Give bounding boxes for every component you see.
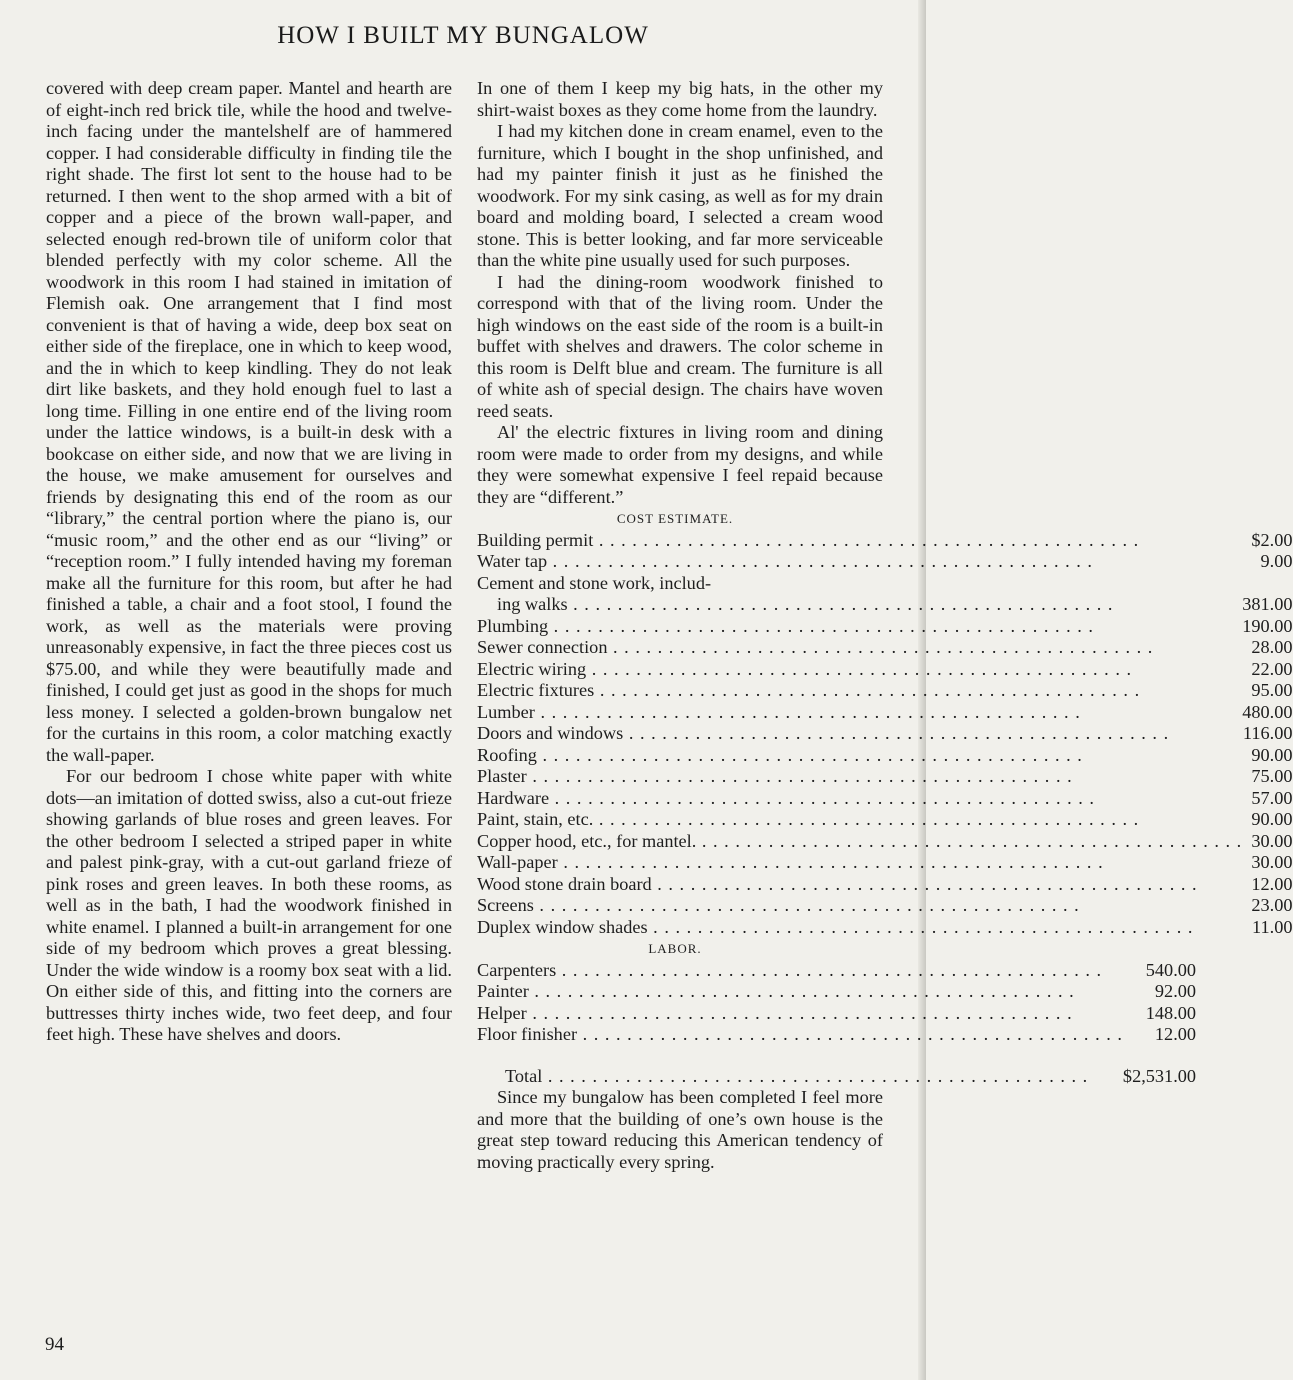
table-row — [477, 551, 1293, 573]
table-row — [477, 960, 1196, 982]
table-row — [477, 637, 1293, 659]
item-amount: 11.00 — [1252, 916, 1293, 937]
item-label: Floor finisher — [477, 1024, 578, 1044]
table-row — [477, 1024, 1196, 1046]
table-row — [477, 788, 1293, 810]
table-row — [477, 981, 1196, 1003]
total-row — [477, 1066, 1196, 1088]
body-paragraph: For our bedroom I chose white paper with white dots—an imitation of dotted swiss, also a cut-out frieze showing garlands of blue roses and green leaves. For the other bedroom I selected a striped paper in white and palest pink-gray, with a cut-out garland frieze of pink roses and green leaves. In both these rooms, as well as in the bath, I had the woodwork finished in white enamel. I planned a built-in arrangement for one side of my bedroom which proves a great blessing. Under the wide window is a roomy box seat with a lid. On either side of this, and fitting into the corners are buttresses thirty inches wide, two feet deep, and four feet high. These have shelves and doors. — [46, 766, 452, 1044]
body-paragraph: I had the dining-room woodwork finished to correspond with that of the living room. Under the high windows on the east side of the room is a built-in buffet with shelves and drawers. The color scheme in this room is Delft blue and cream. The furniture is all of white ash of special design. The chairs have woven reed seats. — [477, 271, 883, 421]
item-label: Doors and windows — [477, 723, 624, 743]
body-paragraph: Al' the electric fixtures in living room and dining room were made to order from my designs, and while they were somewhat expensive I feel repaid because they are “different.” — [477, 422, 883, 507]
item-label: Copper hood, etc., for mantel. — [477, 830, 697, 851]
body-paragraph: In one of them I keep my big hats, in the other my shirt-waist boxes as they come home from the laundry. — [477, 78, 883, 120]
item-amount: 95.00 — [1251, 680, 1293, 700]
table-row — [477, 852, 1293, 874]
item-amount: 30.00 — [1251, 852, 1293, 872]
item-amount: 12.00 — [1251, 873, 1293, 894]
item-amount: 57.00 — [1251, 787, 1293, 808]
item-label: Electric wiring — [477, 658, 587, 679]
item-label: Wood stone drain board — [477, 873, 652, 894]
item-amount: 540.00 — [1145, 959, 1197, 980]
total-amount: $2,531.00 — [1122, 1065, 1197, 1086]
item-amount: 75.00 — [1251, 766, 1293, 786]
table-row — [477, 616, 1293, 638]
item-amount: $2.00 — [1251, 529, 1293, 550]
item-label: Duplex window shades — [477, 916, 648, 937]
item-label: Lumber — [477, 701, 535, 722]
item-label: Building permit — [477, 529, 594, 550]
item-amount: 92.00 — [1154, 981, 1197, 1001]
table-row — [477, 831, 1293, 853]
item-label: Screens — [477, 895, 534, 915]
item-amount: 22.00 — [1251, 658, 1293, 679]
item-amount: 23.00 — [1251, 895, 1293, 915]
item-amount: 9.00 — [1260, 551, 1293, 571]
table-row — [477, 745, 1293, 767]
item-label: Plaster — [477, 766, 527, 786]
cost-estimate-heading: COST ESTIMATE. — [616, 511, 734, 526]
table-row — [477, 702, 1293, 724]
table-row — [477, 874, 1293, 896]
item-label: Hardware — [477, 787, 550, 808]
item-amount: 190.00 — [1242, 615, 1293, 636]
body-paragraph: I had my kitchen done in cream enamel, even to the furniture, which I bought in the shop unfinished, and had my painter finish it just as he finished the woodwork. For my sink casing, as well as for my drain board and molding board, I selected a cream wood stone. This is better looking, and far more serviceable than the white pine usually used for such purposes. — [477, 121, 883, 270]
item-label: Helper — [477, 1002, 527, 1023]
labor-heading: LABOR. — [648, 941, 702, 956]
item-amount: 90.00 — [1251, 809, 1293, 829]
item-amount: 90.00 — [1251, 744, 1293, 765]
table-row — [477, 573, 1293, 595]
item-label: Wall-paper — [477, 852, 558, 872]
closing-paragraph: Since my bungalow has been completed I feel more and more that the building of one’s own house is the great step toward reducing this American tendency of moving practically every spring. — [477, 1087, 883, 1172]
item-amount: 28.00 — [1251, 637, 1293, 657]
table-row — [477, 680, 1293, 702]
item-amount: 480.00 — [1242, 701, 1293, 722]
item-amount: 116.00 — [1242, 723, 1293, 743]
item-label: Painter — [477, 981, 529, 1001]
item-label: Water tap — [477, 551, 548, 571]
item-amount: 148.00 — [1145, 1002, 1197, 1023]
table-spacer — [477, 1046, 1196, 1066]
table-row — [477, 723, 1293, 745]
item-label: Plumbing — [477, 615, 549, 636]
page-number: 94 — [45, 1334, 64, 1355]
item-amount: 30.00 — [1251, 830, 1293, 851]
table-row — [477, 1003, 1196, 1025]
table-row — [477, 530, 1293, 552]
table-row — [477, 895, 1293, 917]
labor-table — [477, 960, 1196, 1088]
table-row — [477, 809, 1293, 831]
page-title: HOW I BUILT MY BUNGALOW — [277, 22, 649, 49]
item-amount: 12.00 — [1154, 1024, 1197, 1044]
right-column — [477, 78, 1293, 1173]
item-amount: 381.00 — [1242, 594, 1293, 614]
item-label: Paint, stain, etc. — [477, 809, 594, 829]
item-label: Cement and stone work, includ- — [477, 572, 712, 593]
left-column — [46, 78, 452, 1046]
table-row — [477, 594, 1293, 616]
item-label: Sewer connection — [477, 637, 608, 657]
cost-table — [477, 530, 1293, 939]
table-row — [477, 659, 1293, 681]
table-row — [477, 917, 1293, 939]
item-label: Carpenters — [477, 959, 557, 980]
table-row — [477, 766, 1293, 788]
body-paragraph: covered with deep cream paper. Mantel and hearth are of eight-inch red brick tile, while the hood and twelve-inch facing under the mantelshelf are of hammered copper. I had considerable difficulty in finding tile the right shade. The first lot sent to the house had to be returned. I then went to the shop armed with a bit of copper and a piece of the brown wall-paper, and selected enough red-brown tile of uniform color that blended perfectly with my color scheme. All the woodwork in this room I had stained in imitation of Flemish oak. One arrangement that I find most convenient is that of having a wide, deep box seat on either side of the fireplace, one in which to keep wood, and the in which to keep kindling. They do not leak dirt like baskets, and they hold enough fuel to last a long time. Filling in one entire end of the living room under the lattice windows, is a built-in desk with a bookcase on either side, and now that we are living in the house, we make amusement for ourselves and friends by designating this end of the room as our “library,” the central portion where the piano is, our “music room,” and the other end as our “living” or “reception room.” I fully intended having my foreman make all the furniture for this room, but after he had finished a table, a chair and a foot stool, I found the work, as well as the materials were proving unreasonably expensive, in fact the three pieces cost us $75.00, and while they were beautifully made and finished, I could get just as good in the shops for much less money. I selected a golden-brown bungalow net for the curtains in this room, a color matching exactly the wall-paper. — [46, 78, 452, 765]
item-label: Electric fixtures — [477, 680, 595, 700]
item-amount — [1242, 573, 1292, 595]
item-label: ing walks — [497, 594, 568, 614]
total-label: Total — [505, 1065, 543, 1086]
item-label: Roofing — [477, 744, 537, 765]
